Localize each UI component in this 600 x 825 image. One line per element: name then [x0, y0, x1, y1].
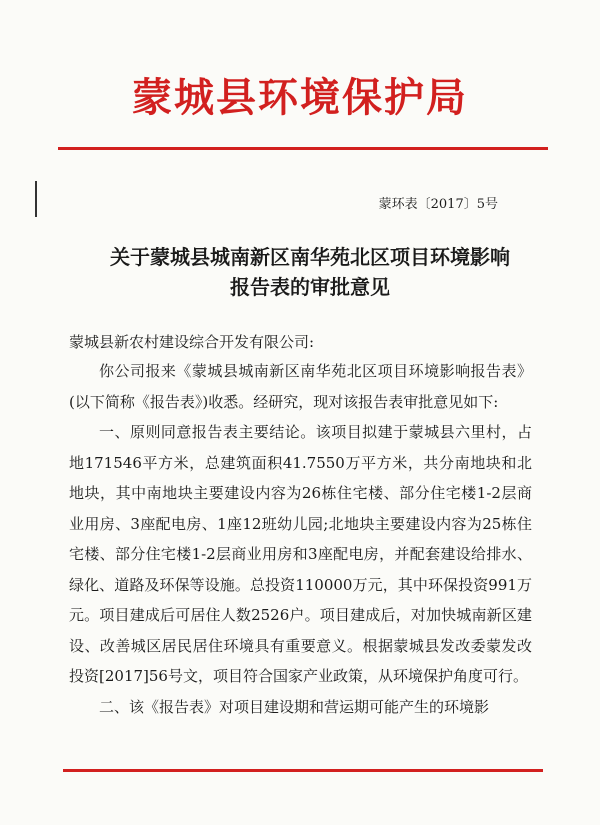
header-red-rule — [58, 147, 548, 150]
addressee: 蒙城县新农村建设综合开发有限公司: — [69, 333, 315, 351]
body-paragraph-3: 二、该《报告表》对项目建设期和营运期可能产生的环境影 — [99, 697, 490, 716]
issuing-organization-title: 蒙城县环境保护局 — [132, 75, 468, 121]
document-number: 蒙环表〔2017〕5号 — [378, 197, 498, 212]
document-title-line-2: 报告表的审批意见 — [230, 275, 390, 299]
body-paragraph-1: 你公司报来《蒙城县城南新区南华苑北区项目环境影响报告表》(以下简称《报告表》)收悉。经研究，现对该报告表审批意见如下: — [69, 362, 532, 411]
footer-red-rule — [63, 769, 543, 772]
document-body — [69, 356, 532, 722]
margin-mark — [35, 181, 37, 217]
document-title — [60, 242, 560, 302]
document-title-line-1: 关于蒙城县城南新区南华苑北区项目环境影响 — [110, 245, 510, 269]
body-paragraph-2: 一、原则同意报告表主要结论。该项目拟建于蒙城县六里村，占地171546平方米，总建筑面积41.7550万平方米，共分南地块和北地块，其中南地块主要建设内容为26栋住宅楼、部分住宅楼1-2层商业用房、3座配电房、1座12班幼儿园;北地块主要建设内容为25栋住宅楼、部分住宅楼1-2层商业用房和3座配电房，并配套建设给排水、绿化、道路及环保等设施。总投资110000万元，其中环保投资991万元。项目建成后可居住人数2526户。项目建成后，对加快城南新区建设、改善城区居民居住环境具有重要意义。根据蒙城县发改委蒙发改投资[2017]56号文，项目符合国家产业政策，从环境保护角度可行。 — [69, 423, 532, 685]
